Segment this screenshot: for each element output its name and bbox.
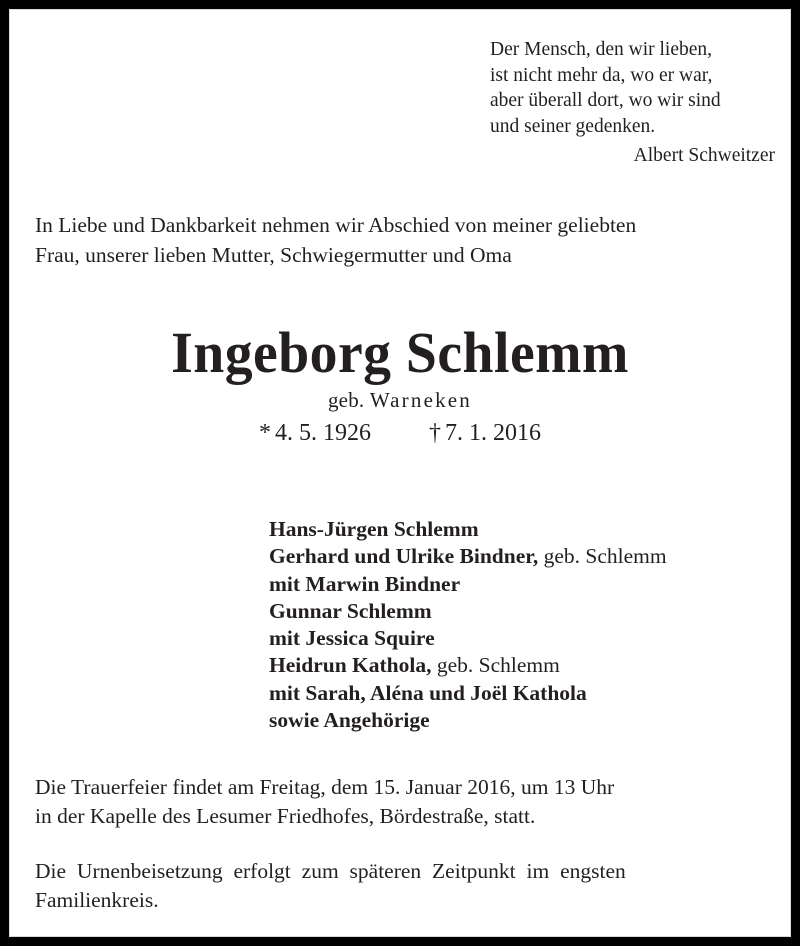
burial-details [35,857,785,915]
family-name-bold: mit Marwin Bindner [269,571,461,596]
death-cross-icon: † [429,420,441,446]
family-list-item [269,571,789,598]
quote-line-2: ist nicht mehr da, wo er war, [490,64,713,86]
birth-date-group [259,420,377,446]
deceased-block [10,322,790,448]
family-name-bold: sowie Angehörige [269,708,430,733]
family-list-item [269,516,789,543]
service-line-1: Die Trauerfeier findet am Freitag, dem 15. Januar 2016, um 13 Uhr [35,775,615,799]
family-name-bold: Gunnar Schlemm [269,598,432,623]
family-list-item [269,598,789,625]
family-list-item [269,652,789,679]
family-name-plain: geb. Schlemm [431,653,560,678]
family-list-item [269,707,789,734]
maiden-name-prefix: geb. [327,388,365,412]
burial-line-1: Die Urnenbeisetzung erfolgt zum späteren Zeitpunkt im engsten [35,859,626,883]
quote-line-1: Der Mensch, den wir lieben, [490,39,713,60]
family-name-bold: mit Jessica Squire [269,626,435,651]
maiden-name-line [10,387,790,413]
family-name-bold: Hans-Jürgen Schlemm [269,517,479,541]
family-name-bold: Gerhard und Ulrike Bindner, [269,544,539,569]
family-name-bold: Heidrun Kathola, [269,653,432,678]
family-list-item [269,543,789,570]
quote-line-4: und seiner gedenken. [490,115,656,137]
death-date: 7. 1. 2016 [445,420,541,446]
death-date-group [429,420,541,446]
service-line-2: in der Kapelle des Lesumer Friedhofes, Bördestraße, statt. [35,804,536,828]
family-list [269,516,789,734]
birth-date: 4. 5. 1926 [275,420,371,446]
family-list-item [269,625,789,652]
death-notice-card [9,9,791,937]
quote-line-3: aber überall dort, wo wir sind [490,90,721,111]
intro-line-2: Frau, unserer lieben Mutter, Schwiegermutter und Oma [35,243,512,267]
intro-line-1: In Liebe und Dankbarkeit nehmen wir Abschied von meiner geliebten [35,213,637,237]
maiden-name-value: Warneken [369,388,473,412]
quotation-block [490,37,775,169]
burial-paragraph [35,857,785,915]
quote-author: Albert Schweitzer [633,145,775,166]
birth-star-icon: * [259,420,271,446]
burial-line-2: Familienkreis. [35,888,159,912]
family-name-plain: geb. Schlemm [538,544,667,569]
family-list-item [269,680,789,707]
introduction-block [35,210,783,270]
life-dates [10,418,790,448]
deceased-name: Ingeborg Schlemm [171,320,629,385]
service-details [35,773,785,831]
family-name-bold: mit Sarah, Aléna und Joël Kathola [269,680,587,705]
